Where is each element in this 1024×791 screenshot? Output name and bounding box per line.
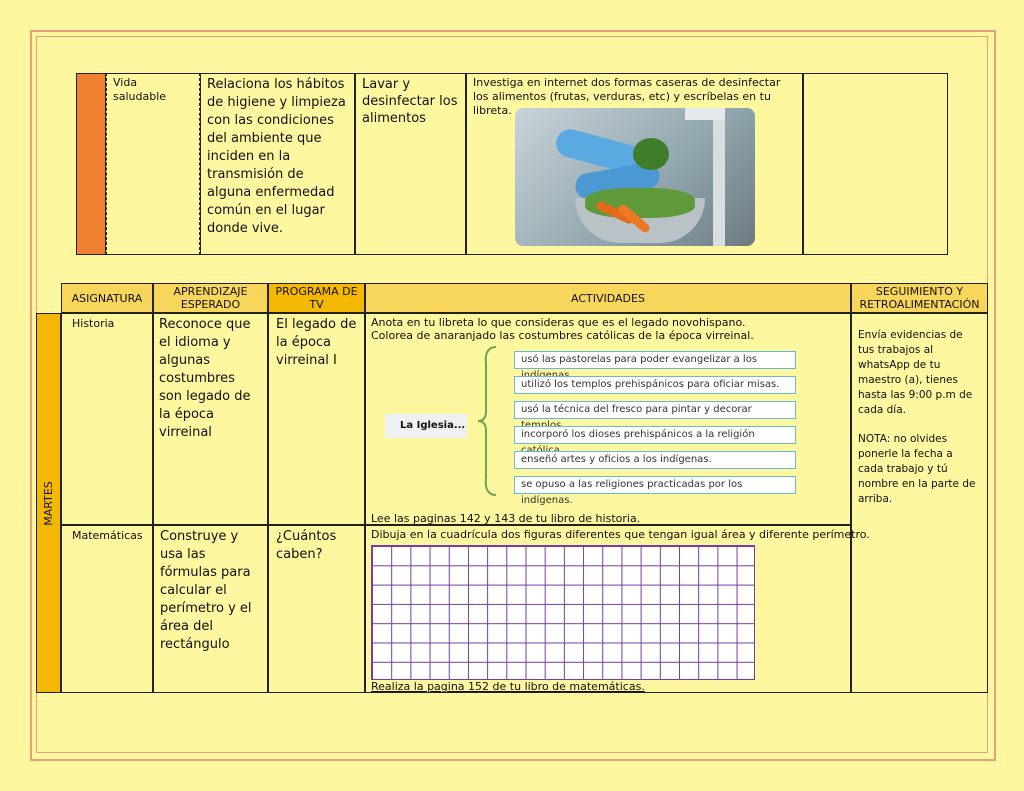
header-actividades: ACTIVIDADES bbox=[365, 283, 851, 313]
day-label: MARTES bbox=[42, 480, 56, 526]
day-bar bbox=[36, 313, 61, 693]
option-3[interactable]: usó la técnica del fresco para pintar y decorar bbox=[514, 401, 796, 419]
option-5[interactable]: enseñó artes y oficios a los indígenas. bbox=[514, 451, 796, 469]
top-program: Lavar y desinfectar los alimentos bbox=[355, 73, 466, 255]
historia-program: El legado de la época virreinal I bbox=[268, 313, 365, 525]
matematicas-activity-text: Dibuja en la cuadrícula dos figuras diferentes que tengan igual área y diferente perímetro. bbox=[371, 528, 870, 541]
seguimiento-cell bbox=[851, 313, 988, 693]
brace-icon bbox=[476, 345, 498, 497]
historia-activity-line2: Colorea de anaranjado las costumbres católicas de la época virreinal. bbox=[371, 329, 754, 342]
header-aprendizaje: APRENDIZAJE ESPERADO bbox=[153, 283, 268, 313]
faucet-head bbox=[685, 108, 725, 120]
seguimiento-text-2: NOTA: no olvides ponerle la fecha a cada trabajo y tú nombre en la parte de arriba. bbox=[858, 433, 976, 505]
historia-learning: Reconoce que el idioma y algunas costumbres son legado de la época virreinal bbox=[153, 313, 268, 525]
option-2[interactable]: utilizó los templos prehispánicos para oficiar misas. bbox=[514, 376, 796, 394]
top-subject: Vida saludable bbox=[106, 73, 200, 255]
option-6[interactable]: se opuso a las religiones practicadas por los indígenas. bbox=[514, 476, 796, 494]
top-learning: Relaciona los hábitos de higiene y limpieza con las condiciones del ambiente que inciden en la transmisión de alguna enfermedad común en el lugar donde vive. bbox=[200, 73, 355, 255]
top-activity-text: Investiga en internet dos formas caseras de desinfectar los alimentos (frutas, verduras, etc) y escríbelas en tu libreta. bbox=[473, 76, 781, 117]
historia-read: Lee las paginas 142 y 143 de tu libro de historia. bbox=[371, 512, 641, 525]
matematicas-subject: Matemáticas bbox=[61, 525, 153, 693]
header-programa: PROGRAMA DE TV bbox=[268, 283, 365, 313]
option-4[interactable]: incorporó los dioses prehispánicos a la religión bbox=[514, 426, 796, 444]
seguimiento-text-1: Envía evidencias de tus trabajos al whatsApp de tu maestro (a), tienes hasta las 9:00 p.m de cada día. bbox=[858, 329, 973, 416]
broccoli bbox=[633, 138, 669, 170]
washing-vegetables-photo bbox=[515, 108, 755, 246]
historia-activity-line1: Anota en tu libreta lo que consideras que es el legado novohispano. bbox=[371, 316, 746, 329]
option-1[interactable]: usó las pastorelas para poder evangelizar a los bbox=[514, 351, 796, 369]
header-asignatura: ASIGNATURA bbox=[61, 283, 153, 313]
top-empty-cell bbox=[803, 73, 948, 255]
matematicas-read: Realiza la pagina 152 de tu libro de matemáticas. bbox=[371, 680, 645, 693]
drawing-grid[interactable] bbox=[371, 545, 755, 680]
faucet bbox=[713, 108, 725, 246]
matematicas-program: ¿Cuántos caben? bbox=[268, 525, 365, 693]
top-orange-bar bbox=[76, 73, 106, 255]
historia-subject: Historia bbox=[61, 313, 153, 525]
header-seguimiento: SEGUIMIENTO Y RETROALIMENTACIÓN bbox=[851, 283, 988, 313]
matematicas-learning: Construye y usa las fórmulas para calcular el perímetro y el área del rectángulo bbox=[153, 525, 268, 693]
root-box: La Iglesia... bbox=[385, 414, 467, 438]
